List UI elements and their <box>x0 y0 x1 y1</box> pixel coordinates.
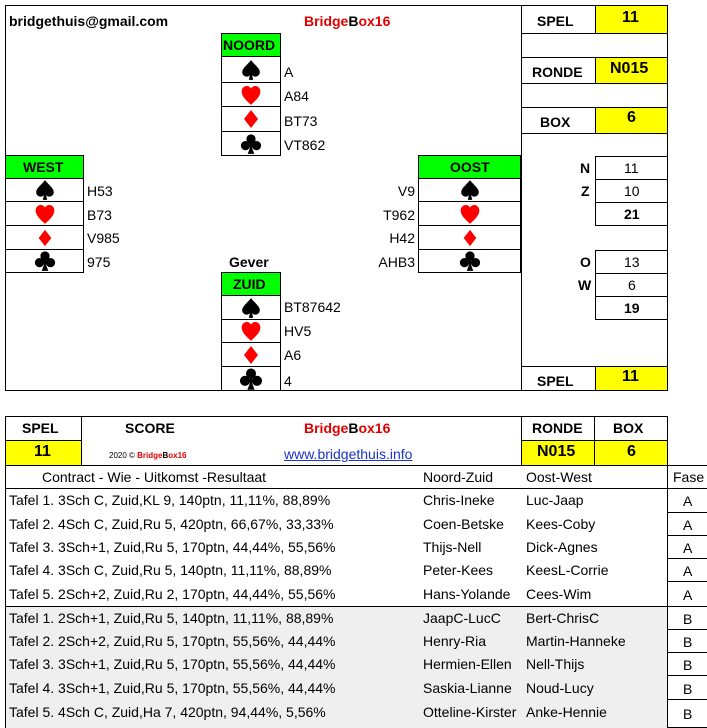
row-ow: Nell-Thijs <box>526 656 585 672</box>
noord-club-cell <box>221 131 281 156</box>
heart-icon <box>34 203 56 225</box>
club-icon <box>34 250 56 272</box>
score-score-label: SCORE <box>125 420 175 436</box>
score-spel-label: SPEL <box>22 420 59 436</box>
row-result: Tafel 4. 3Sch+1, Zuid,Ru 5, 170ptn, 55,56%, 44,44% <box>9 680 336 696</box>
heart-icon <box>240 84 262 106</box>
row-result: Tafel 1. 2Sch+1, Zuid,Ru 5, 140ptn, 11,11%, 88,89% <box>9 610 334 626</box>
noord-label: NOORD <box>223 37 276 53</box>
row-result: Tafel 5. 4Sch C, Zuid,Ha 7, 420ptn, 94,44%, 5,56% <box>9 704 326 720</box>
zuid-spades: BT87642 <box>284 299 341 315</box>
oost-club-cell <box>418 249 521 273</box>
hcp-value-n: 11 <box>624 160 639 176</box>
col-header-ow: Oost-West <box>526 469 592 485</box>
diamond-icon <box>461 228 479 248</box>
row-ow: Cees-Wim <box>526 586 592 602</box>
row-nz: Hermien-Ellen <box>423 656 512 672</box>
oost-diamonds: H42 <box>389 230 415 246</box>
west-label: WEST <box>23 159 64 175</box>
row-nz: Henry-Ria <box>423 633 487 649</box>
spade-icon <box>34 179 56 201</box>
score-box-value: 6 <box>627 443 636 460</box>
brand-logo: BridgeBox16 <box>304 13 391 29</box>
email-label: bridgethuis@gmail.com <box>9 13 169 29</box>
box-value: 6 <box>627 109 636 126</box>
col-header-fase: Fase <box>673 469 705 485</box>
spacer-cell-1 <box>521 33 668 58</box>
club-icon <box>240 133 262 155</box>
hcp-value-nz-total: 21 <box>624 206 640 222</box>
row-fase: A <box>683 563 693 579</box>
hcp-value-z: 10 <box>624 183 640 199</box>
gever-label: Gever <box>229 254 269 270</box>
hcp-value-o: 13 <box>624 254 640 270</box>
oost-label: OOST <box>450 159 490 175</box>
zuid-hearts: HV5 <box>284 323 312 339</box>
hcp-label-n: N <box>580 160 591 176</box>
zuid-spade-cell <box>221 295 281 320</box>
row-result: Tafel 2. 4Sch C, Zuid,Ru 5, 420ptn, 66,67%, 33,33% <box>9 516 334 532</box>
zuid-diamond-cell <box>221 342 281 367</box>
west-heart-cell <box>5 201 84 226</box>
spel-label-bottom: SPEL <box>537 373 574 389</box>
west-clubs: 975 <box>87 254 111 270</box>
row-fase: A <box>683 517 693 533</box>
row-result: Tafel 4. 3Sch C, Zuid,Ru 5, 140ptn, 11,11%, 88,89% <box>9 562 332 578</box>
west-club-cell <box>5 249 84 273</box>
row-nz: Peter-Kees <box>423 562 494 578</box>
row-nz: Chris-Ineke <box>423 492 495 508</box>
score-ronde-value: N015 <box>537 443 576 460</box>
score-box-label: BOX <box>613 420 644 436</box>
spacer-cell-2 <box>521 83 668 108</box>
row-nz: Otteline-Kirster <box>423 704 517 720</box>
west-spade-cell <box>5 178 84 202</box>
row-fase: B <box>683 681 693 697</box>
west-spades: H53 <box>87 183 113 199</box>
hcp-value-w: 6 <box>628 277 636 293</box>
club-icon <box>239 367 263 391</box>
row-nz: Saskia-Lianne <box>423 680 512 696</box>
zuid-label: ZUID <box>233 276 266 292</box>
spade-icon <box>240 59 262 81</box>
noord-diamond-cell <box>221 106 281 132</box>
row-fase: A <box>683 587 693 603</box>
spel-value: 11 <box>622 9 639 26</box>
spade-icon <box>240 297 262 319</box>
spel-label: SPEL <box>537 13 574 29</box>
hcp-label-w: W <box>578 277 592 293</box>
west-hearts: B73 <box>87 207 112 223</box>
copyright: 2020 © BridgeBox16 <box>109 451 187 460</box>
noord-diamonds: BT73 <box>284 113 318 129</box>
oost-clubs: AHB3 <box>378 254 415 270</box>
score-brand-logo: BridgeBox16 <box>304 420 391 436</box>
oost-spade-cell <box>418 178 521 202</box>
west-diamond-cell <box>5 225 84 250</box>
heart-icon <box>459 203 481 225</box>
row-ow: Dick-Agnes <box>526 539 598 555</box>
box-label: BOX <box>540 114 571 130</box>
heart-icon <box>240 320 262 342</box>
row-result: Tafel 3. 3Sch+1, Zuid,Ru 5, 170ptn, 44,44%, 55,56% <box>9 539 336 555</box>
hcp-label-o: O <box>580 254 591 270</box>
row-ow: Bert-ChrisC <box>526 610 600 626</box>
zuid-clubs: 4 <box>284 373 292 389</box>
ronde-label: RONDE <box>532 64 583 80</box>
row-fase: B <box>683 706 693 722</box>
row-fase: B <box>683 611 693 627</box>
col-header-nz: Noord-Zuid <box>423 469 494 485</box>
row-nz: JaapC-LucC <box>423 610 501 626</box>
row-ow: Kees-Coby <box>526 516 596 532</box>
zuid-diamonds: A6 <box>284 347 302 363</box>
hcp-label-z: Z <box>581 183 590 199</box>
row-nz: Hans-Yolande <box>423 586 511 602</box>
noord-spades: A <box>284 64 294 80</box>
row-ow: Noud-Lucy <box>526 680 594 696</box>
west-diamonds: V985 <box>87 230 120 246</box>
zuid-club-cell <box>221 366 281 391</box>
row-ow: Anke-Hennie <box>526 704 607 720</box>
row-fase: A <box>683 493 693 509</box>
diamond-icon <box>36 228 54 248</box>
ronde-value: N015 <box>610 60 649 77</box>
row-ow: Luc-Jaap <box>526 492 584 508</box>
zuid-heart-cell <box>221 319 281 343</box>
row-ow: Martin-Hanneke <box>526 633 626 649</box>
row-result: Tafel 2. 2Sch+2, Zuid,Ru 5, 170ptn, 55,56%, 44,44% <box>9 633 336 649</box>
spade-icon <box>459 179 481 201</box>
row-fase: B <box>683 657 693 673</box>
diamond-icon <box>241 108 261 130</box>
row-result: Tafel 3. 3Sch+1, Zuid,Ru 5, 170ptn, 55,56%, 44,44% <box>9 656 336 672</box>
oost-hearts: T962 <box>383 207 415 223</box>
club-icon <box>459 250 481 272</box>
row-fase: A <box>683 540 693 556</box>
noord-spade-cell <box>221 56 281 83</box>
row-result: Tafel 1. 3Sch C, Zuid,KL 9, 140ptn, 11,11%, 88,89% <box>9 492 331 508</box>
hcp-value-ow-total: 19 <box>624 300 640 316</box>
noord-heart-cell <box>221 82 281 107</box>
oost-spades: V9 <box>397 183 415 199</box>
row-ow: KeesL-Corrie <box>526 562 609 578</box>
row-nz: Coen-Betske <box>423 516 504 532</box>
score-spel-value: 11 <box>34 443 51 460</box>
website-link[interactable]: www.bridgethuis.info <box>284 446 413 462</box>
row-nz: Thijs-Nell <box>423 539 482 555</box>
score-ronde-label: RONDE <box>532 420 583 436</box>
row-result: Tafel 5. 2Sch+2, Zuid,Ru 2, 170ptn, 44,44%, 55,56% <box>9 586 336 602</box>
col-header-result: Contract - Wie - Uitkomst -Resultaat <box>42 469 267 485</box>
diamond-icon <box>241 344 261 366</box>
row-fase: B <box>683 634 693 650</box>
oost-heart-cell <box>418 201 521 226</box>
spel-value-bottom: 11 <box>622 368 639 385</box>
noord-hearts: A84 <box>284 88 309 104</box>
noord-clubs: VT862 <box>284 137 326 153</box>
oost-diamond-cell <box>418 225 521 250</box>
